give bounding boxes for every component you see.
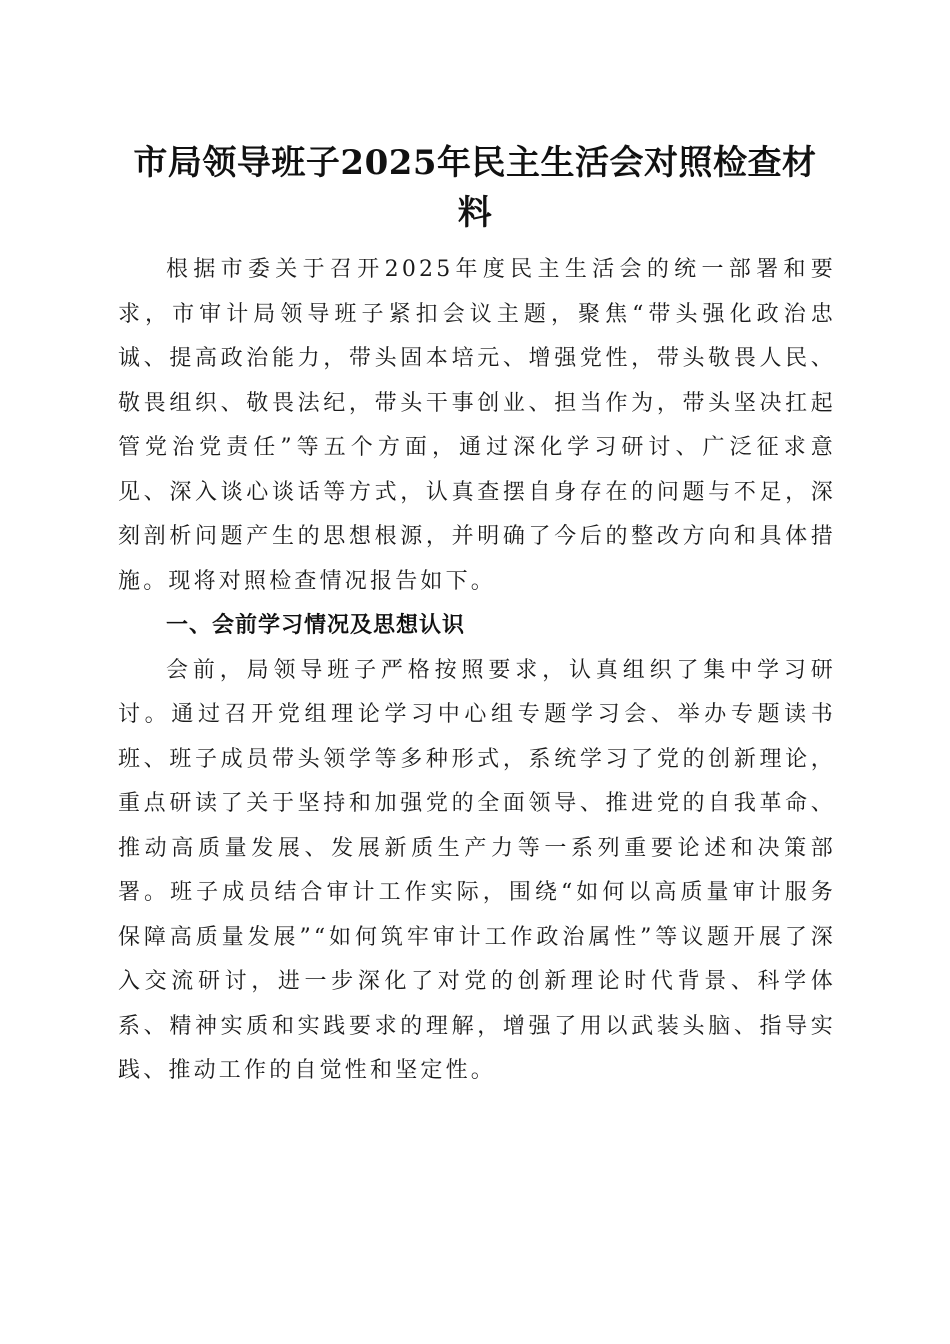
section-paragraph: 会前，局领导班子严格按照要求，认真组织了集中学习研讨。通过召开党组理论学习中心组专题学习会、举办专题读书班、班子成员带头领学等多种形式，系统学习了党的创新理论，重点研读了关于坚持和加强党的全面领导、推进党的自我革命、推动高质量发展、发展新质生产力等一系列重要论述和决策部署。班子成员结合审计工作实际，围绕“如何以高质量审计服务保障高质量发展”“如何筑牢审计工作政治属性”等议题开展了深入交流研讨，进一步深化了对党的创新理论时代背景、科学体系、精神实质和实践要求的理解，增强了用以武装头脑、指导实践、推动工作的自觉性和坚定性。: [118, 657, 836, 1083]
document-body: [118, 248, 836, 1094]
section-heading: 一、会前学习情况及思想认识: [166, 613, 466, 638]
document-title: 市局领导班子2025年民主生活会对照检查材料: [133, 143, 817, 233]
intro-paragraph: 根据市委关于召开2025年度民主生活会的统一部署和要求，市审计局领导班子紧扣会议主题，聚焦“带头强化政治忠诚、提高政治能力，带头固本培元、增强党性，带头敬畏人民、敬畏组织、敬畏法纪，带头干事创业、担当作为，带头坚决扛起管党治党责任”等五个方面，通过深化学习研讨、广泛征求意见、深入谈心谈话等方式，认真查摆自身存在的问题与不足，深刻剖析问题产生的思想根源，并明确了今后的整改方向和具体措施。现将对照检查情况报告如下。: [118, 257, 836, 594]
